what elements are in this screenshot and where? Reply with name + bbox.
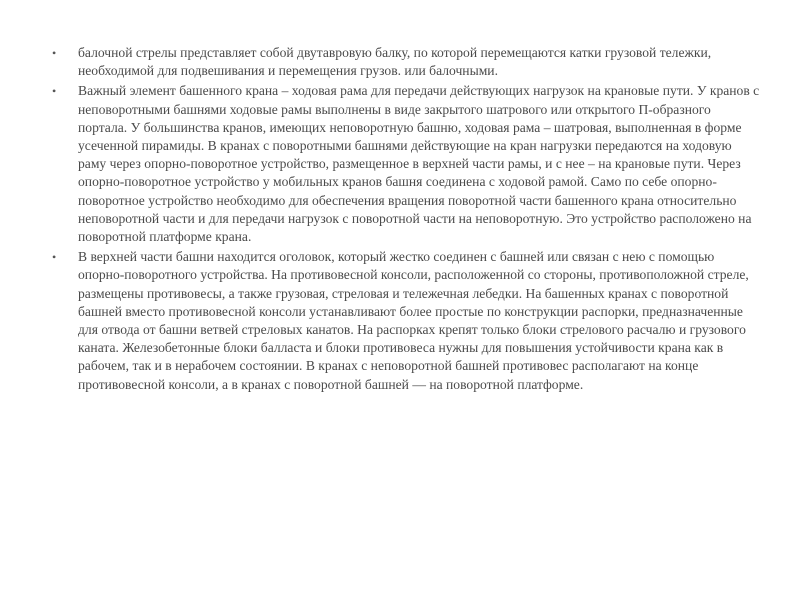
bullet-list	[52, 44, 760, 396]
bullet-item-running-frame	[52, 82, 760, 246]
bullet-marker: •	[52, 46, 57, 60]
bullet-marker: •	[52, 84, 57, 99]
bullet-item-tower-head	[52, 248, 760, 394]
bullet-item-boom	[52, 44, 760, 80]
bullet-text: Важный элемент башенного крана – ходовая рама для передачи действующих нагрузок на крановые пути. У кранов с неповоротными башнями ходовые рамы выполнены в виде закрытого шатрового или открытого П-образного портала. У большинства кранов, имеющих неповоротную башню, ходовая рама – шатровая, выполненная в форме усеченной пирамиды. В кранах с поворотными башнями действующие на кран нагрузки передаются на ходовую раму через опорно-поворотное устройство, размещенное в верхней части рамы, и с нее – на крановые пути. Через опорно-поворотное устройство у мобильных кранов башня соединена с ходовой рамой. Само по себе опорно-поворотное устройство необходимо для обеспечения вращения поворотной части башенного крана относительно неповоротной части и для передачи нагрузок с поворотной части на неповоротную. Это устройство расположено на поворотной платформе крана.	[78, 83, 760, 245]
bullet-text: В верхней части башни находится оголовок, который жестко соединен с башней или связан с нею с помощью опорно-поворотного устройства. На противовесной консоли, расположенной со стороны, противоположной стреле, размещены противовесы, а также грузовая, стреловая и тележечная лебедки. На башенных кранах с поворотной башней вместо противовесной консоли устанавливают более простые по конструкции распорки, предназначенные для отвода от башни ветвей стреловых канатов. На распорках крепят только блоки стрелового расчалю и грузового каната. Железобетонные блоки балласта и блоки противовеса нужны для повышения устойчивости крана как в рабочем, так и в нерабочем состоянии. В кранах с неповоротной башней противовес располагают на конце противовесной консоли, а в кранах с поворотной башней — на поворотной платформе.	[78, 249, 749, 392]
bullet-marker: •	[52, 250, 57, 265]
bullet-text: балочной стрелы представляет собой двутавровую балку, по которой перемещаются катки грузовой тележки, необходимой для подвешивания и перемещения грузов. или балочными.	[78, 45, 712, 79]
